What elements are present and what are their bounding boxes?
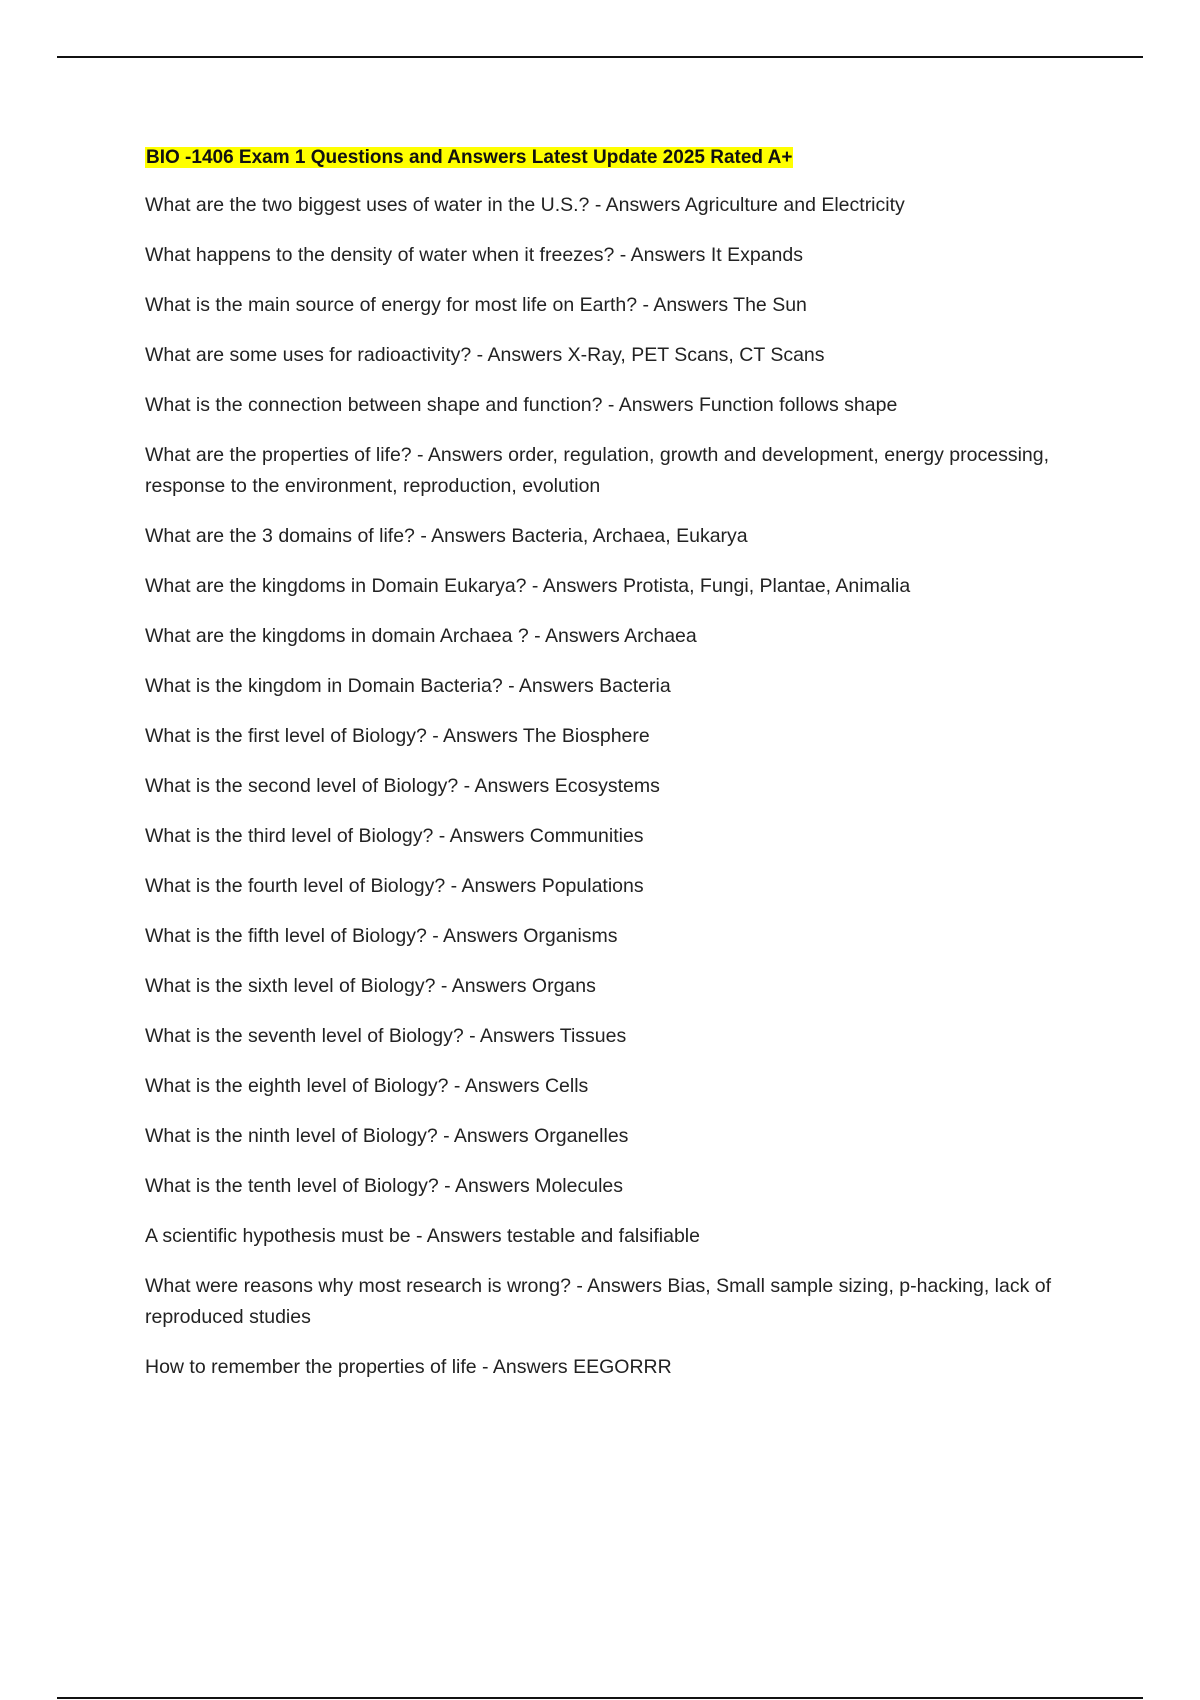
question-text: What is the tenth level of Biology? - Answers	[145, 1175, 530, 1197]
qa-item	[145, 571, 1075, 602]
question-text: What is the main source of energy for most life on Earth? - Answers	[145, 294, 729, 316]
answer-text: Bacteria	[599, 675, 671, 697]
answer-text: Agriculture and Electricity	[684, 194, 905, 216]
answer-text: Function follows shape	[698, 394, 898, 416]
question-text: What is the eighth level of Biology? - Answers	[145, 1075, 540, 1097]
answer-text: Cells	[544, 1075, 589, 1097]
question-text: What is the first level of Biology? - Answers	[145, 725, 518, 747]
question-text: What is the second level of Biology? - Answers	[145, 775, 550, 797]
answer-text: testable and falsifiable	[507, 1225, 700, 1247]
answer-text: EEGORRR	[573, 1356, 672, 1378]
qa-item	[145, 440, 1075, 502]
question-text: What is the third level of Biology? - Answers	[145, 825, 525, 847]
answer-text: Ecosystems	[554, 775, 660, 797]
document-body	[145, 144, 1075, 1402]
qa-item	[145, 1271, 1075, 1333]
answer-text: It Expands	[710, 244, 803, 266]
question-text: What are the two biggest uses of water in the U.S.? - Answers	[145, 194, 681, 216]
qa-item	[145, 821, 1075, 852]
question-text: What are some uses for radioactivity? - Answers	[145, 344, 563, 366]
qa-item	[145, 871, 1075, 902]
qa-item	[145, 721, 1075, 752]
answer-text: Organs	[531, 975, 596, 997]
qa-item	[145, 521, 1075, 552]
answer-text: X-Ray, PET Scans, CT Scans	[567, 344, 825, 366]
qa-item	[145, 921, 1075, 952]
qa-item	[145, 1071, 1075, 1102]
answer-text: Organelles	[534, 1125, 629, 1147]
answer-text: Tissues	[559, 1025, 627, 1047]
qa-item	[145, 240, 1075, 271]
title-line	[145, 144, 1075, 173]
question-text: What is the kingdom in Domain Bacteria? - Answers	[145, 675, 594, 697]
question-text: How to remember the properties of life - Answers	[145, 1356, 568, 1378]
answer-text: Bias, Small sample sizing, p-hacking, lack of reproduced studies	[145, 1275, 1052, 1328]
qa-item	[145, 671, 1075, 702]
question-text: What is the connection between shape and function? - Answers	[145, 394, 694, 416]
question-text: What is the fifth level of Biology? - Answers	[145, 925, 518, 947]
answer-text: The Biosphere	[522, 725, 650, 747]
qa-item	[145, 1352, 1075, 1383]
qa-item	[145, 621, 1075, 652]
answer-text: Molecules	[535, 1175, 623, 1197]
question-text: What is the seventh level of Biology? - Answers	[145, 1025, 555, 1047]
question-text: What are the properties of life? - Answers	[145, 444, 503, 466]
bottom-rule	[57, 1697, 1143, 1699]
qa-item	[145, 190, 1075, 221]
qa-item	[145, 290, 1075, 321]
qa-item	[145, 971, 1075, 1002]
question-text: What are the kingdoms in Domain Eukarya? - Answers	[145, 575, 618, 597]
question-text: What happens to the density of water when it freezes? - Answers	[145, 244, 706, 266]
qa-item	[145, 1121, 1075, 1152]
qa-item	[145, 1221, 1075, 1252]
answer-text: Protista, Fungi, Plantae, Animalia	[622, 575, 911, 597]
document-title: BIO -1406 Exam 1 Questions and Answers Latest Update 2025 Rated A+	[146, 147, 793, 168]
question-text: What are the 3 domains of life? - Answers	[145, 525, 506, 547]
answer-text: Populations	[541, 875, 644, 897]
answer-text: Communities	[529, 825, 644, 847]
question-text: What is the fourth level of Biology? - Answers	[145, 875, 537, 897]
question-text: What were reasons why most research is wrong? - Answers	[145, 1275, 662, 1297]
top-rule	[57, 56, 1143, 58]
question-text: A scientific hypothesis must be - Answers	[145, 1225, 502, 1247]
answer-text: Archaea	[624, 625, 697, 647]
qa-item	[145, 771, 1075, 802]
question-text: What are the kingdoms in domain Archaea ? - Answers	[145, 625, 620, 647]
qa-item	[145, 1171, 1075, 1202]
qa-item	[145, 390, 1075, 421]
answer-text: order, regulation, growth and development, energy processing, response to the environment, reproduction, evolution	[145, 444, 1050, 497]
answer-text: Bacteria, Archaea, Eukarya	[511, 525, 748, 547]
qa-item	[145, 1021, 1075, 1052]
answer-text: The Sun	[733, 294, 807, 316]
question-text: What is the ninth level of Biology? - Answers	[145, 1125, 529, 1147]
qa-item	[145, 340, 1075, 371]
question-text: What is the sixth level of Biology? - Answers	[145, 975, 527, 997]
answer-text: Organisms	[523, 925, 618, 947]
